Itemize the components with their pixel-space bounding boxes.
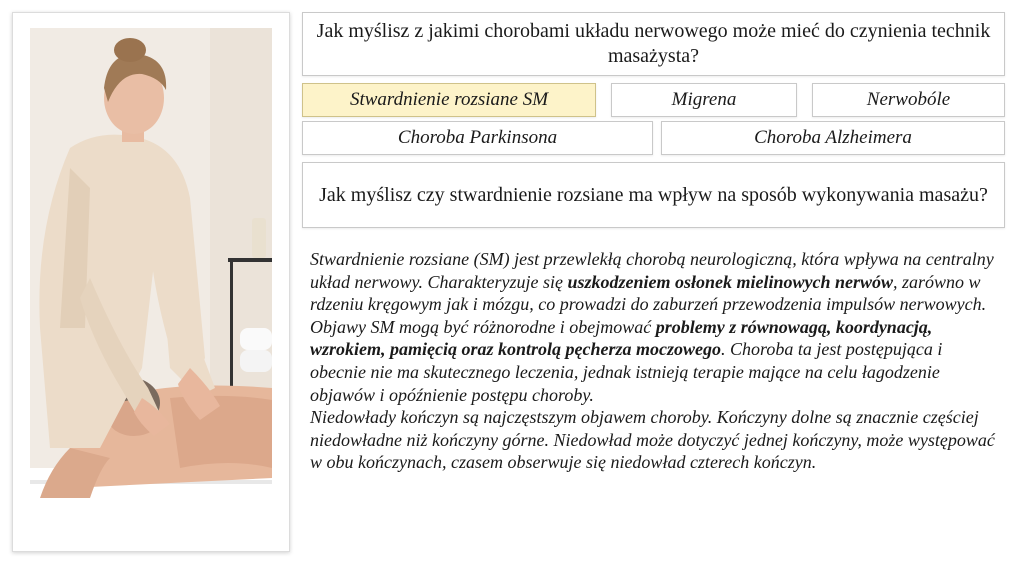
massage-photo-frame <box>12 12 290 552</box>
option-label: Nerwobóle <box>866 89 951 110</box>
massage-photo <box>30 28 272 536</box>
question-2-text: Jak myślisz czy stwardnienie rozsiane ma wpływ na sposób wykonywania masażu? <box>319 183 988 206</box>
option-label: Stwardnienie rozsiane SM <box>349 89 549 110</box>
question-2 <box>302 162 1005 228</box>
option-label: Choroba Alzheimera <box>754 127 912 148</box>
option-choroba-parkinsona[interactable] <box>302 121 653 155</box>
text-segment: , zarówno w rdzeniu kręgowym jak i mózgu, co prowadzi do zaburzeń przewodzenia impulsów nerwowych. Objawy SM mogą być różnorodne i obejmować <box>310 271 987 337</box>
option-nerwobole[interactable] <box>812 83 1005 117</box>
option-choroba-alzheimera[interactable] <box>661 121 1005 155</box>
option-migrena[interactable] <box>611 83 797 117</box>
text-segment: Stwardnienie rozsiane (SM) jest przewlekłą chorobą neurologiczną, która wpływa na centralny układ nerwowy. Charakteryzuje się <box>310 249 994 292</box>
bold-text-myelin: uszkodzeniem osłonek mielinowych nerwów <box>567 271 894 292</box>
bold-text-symptoms: problemy z równowagą, koordynacją, wzrokiem, pamięcią oraz kontrolą pęcherza moczowego <box>310 316 933 360</box>
paragraph-paresis: Niedowłady kończyn są najczęstszym objawem choroby. Kończyny dolne są znacznie częściej niedowładne niż kończyny górne. Niedowład może dotyczyć jednej kończyny, może występować w obu kończynach, czasem obserwuje się niedowład czterech kończyn. <box>310 407 995 473</box>
option-label: Migrena <box>671 89 737 110</box>
paragraph-ms-definition <box>310 248 1000 406</box>
question-1-text: Jak myślisz z jakimi chorobami układu nerwowego może mieć do czynienia technik masażysta? <box>316 20 991 67</box>
description-text <box>310 248 1000 474</box>
question-1 <box>302 12 1005 76</box>
option-label: Choroba Parkinsona <box>397 127 558 148</box>
option-stwardnienie-rozsiane[interactable] <box>302 83 596 117</box>
text-segment: . Choroba ta jest postępująca i obecnie nie ma skutecznego leczenia, jednak istnieją terapie mające na celu łagodzenie objawów i opóźnienie postępu choroby. <box>310 339 943 405</box>
